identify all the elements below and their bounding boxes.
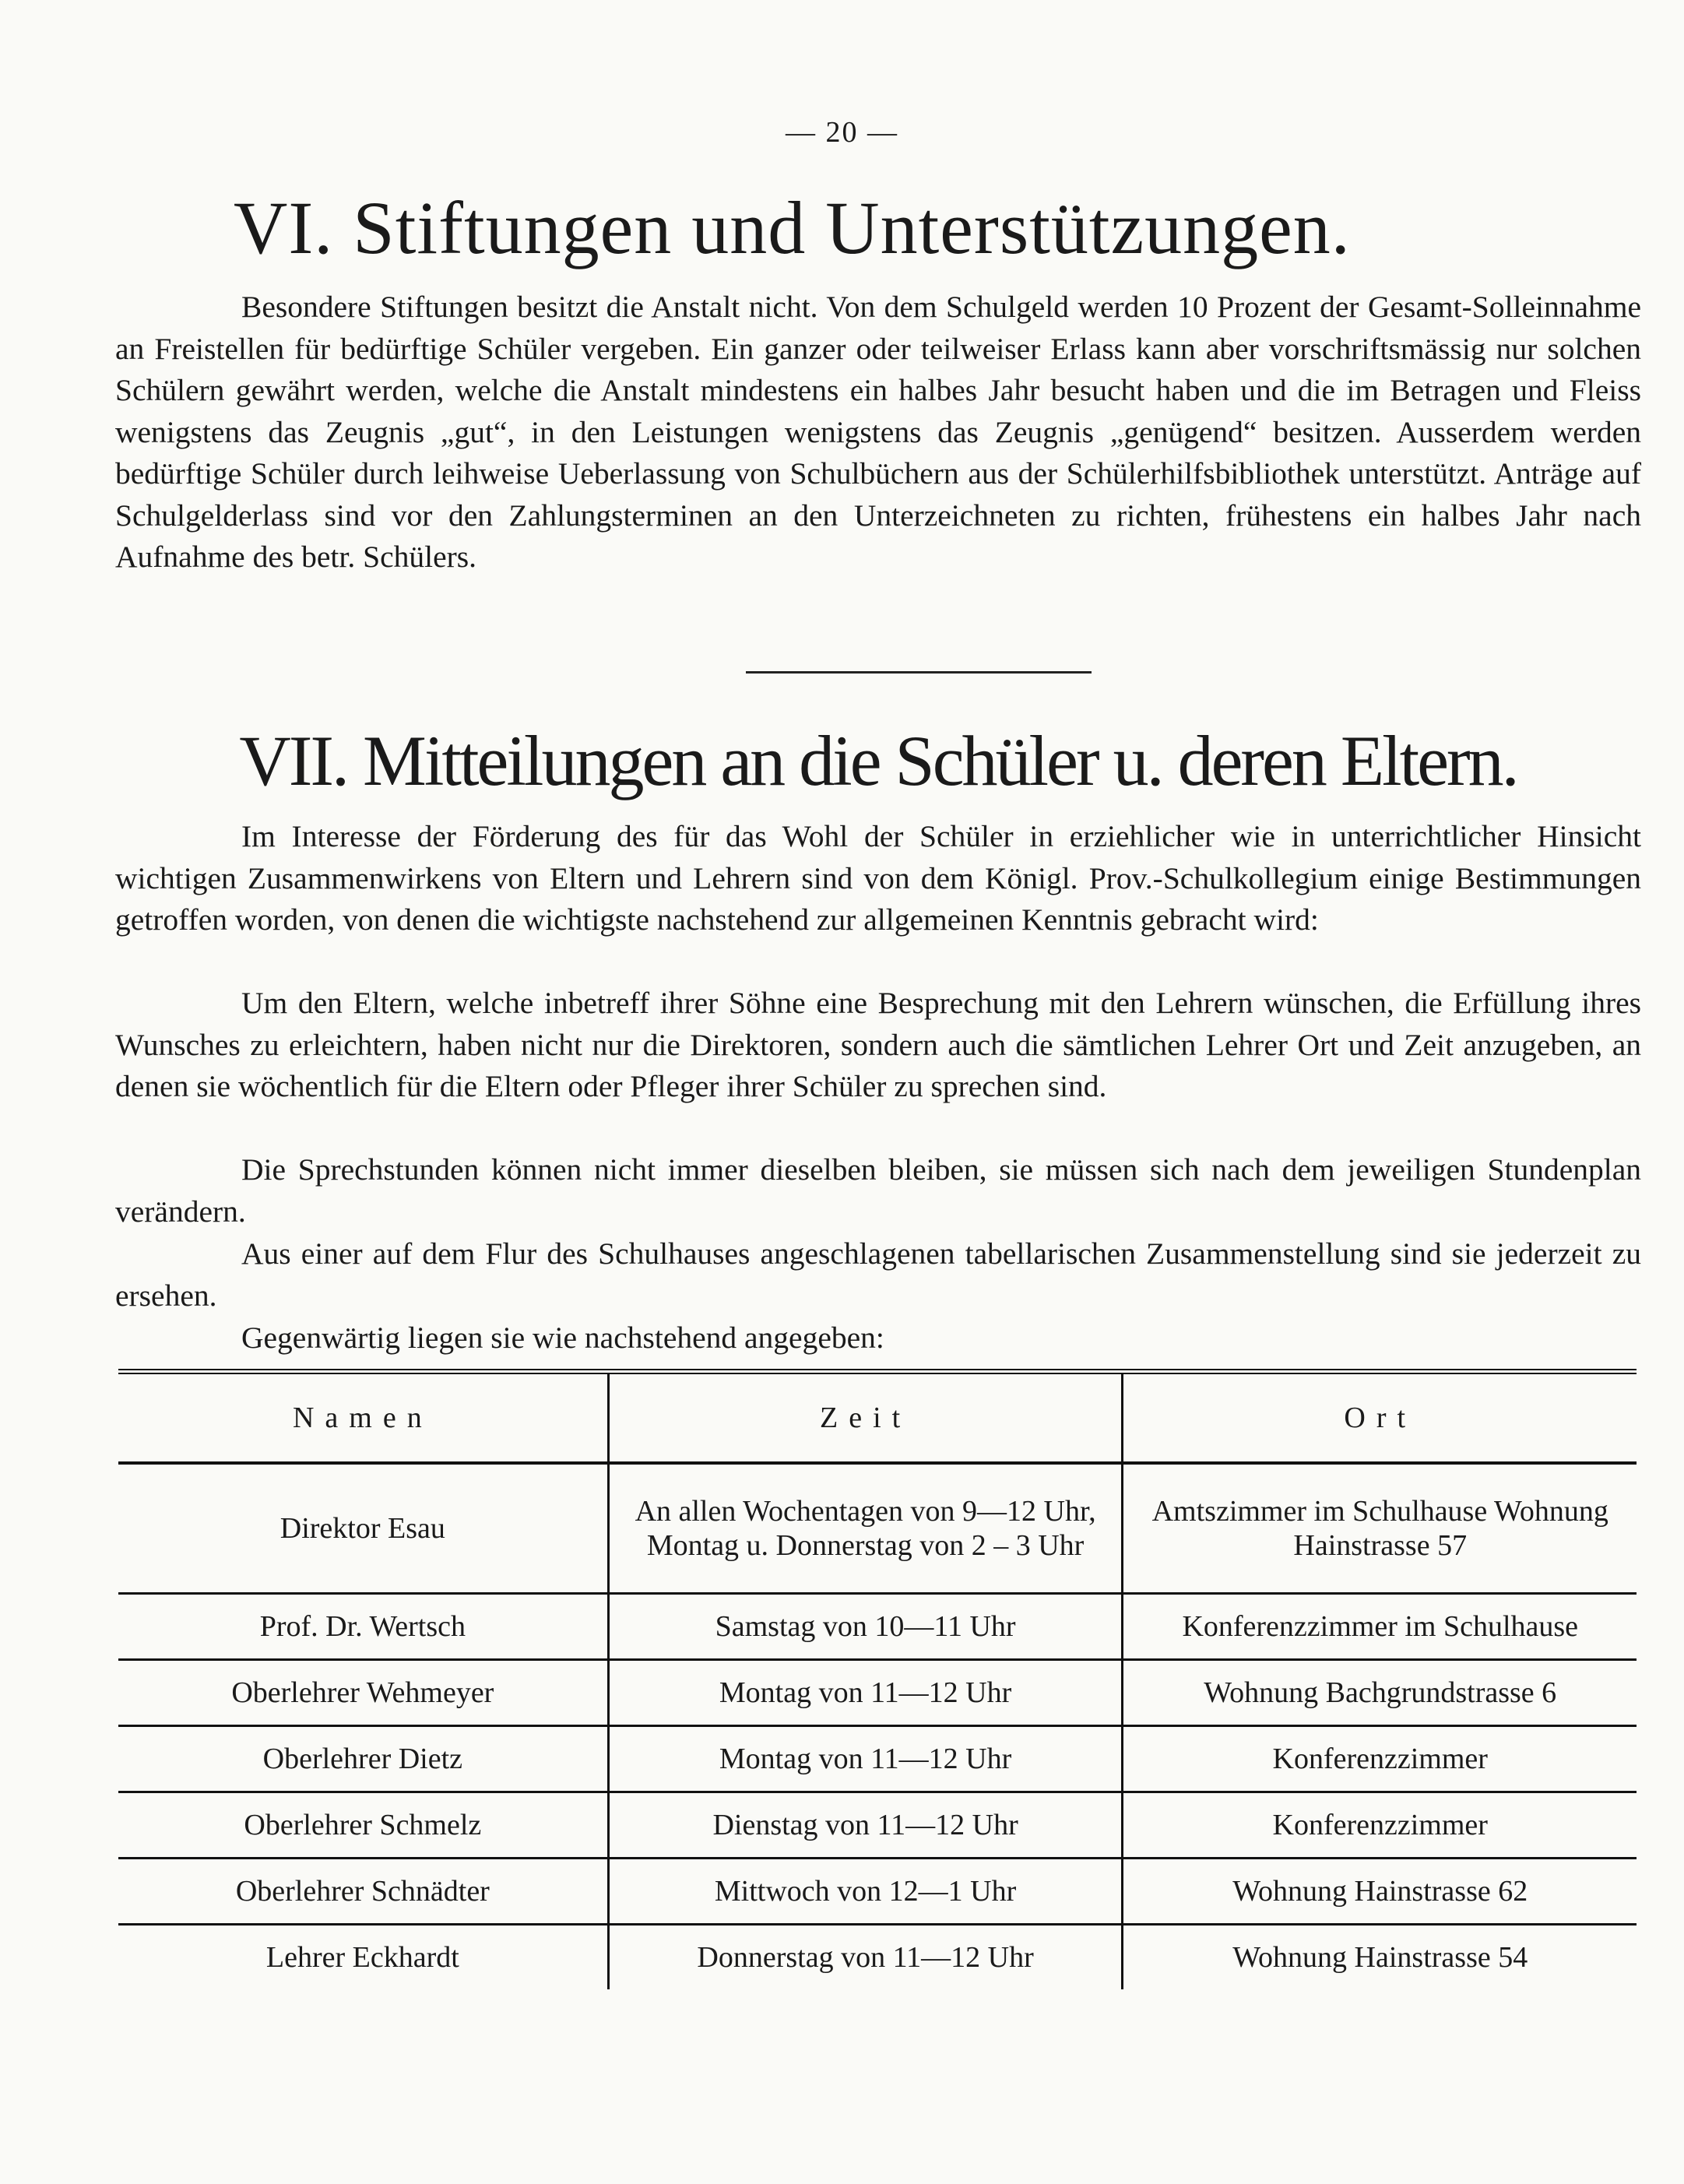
- table-row: [118, 1726, 1637, 1792]
- office-hours-table: [118, 1369, 1637, 1989]
- table-row: [118, 1792, 1637, 1859]
- cell-name: Direktor Esau: [118, 1463, 608, 1594]
- section-7-paragraph-2: Um den Eltern, welche inbetreff ihrer Söhne eine Besprechung mit den Lehrern wünschen, die Erfüllung ihres Wunsches zu erleichtern, haben nicht nur die Direktoren, sondern auch die sämtlichen Lehrer Ort und Zeit anzugeben, an denen sie wöchentlich für die Eltern oder Pfleger ihrer Schüler zu sprechen sind.: [115, 986, 1641, 1103]
- cell-ort: Amtszimmer im Schulhause Wohnung Hainstrasse 57: [1123, 1463, 1637, 1594]
- table-row: [118, 1463, 1637, 1594]
- page-number: — 20 —: [786, 116, 898, 149]
- table-row: [118, 1594, 1637, 1660]
- cell-name: Oberlehrer Dietz: [118, 1726, 608, 1792]
- cell-ort: Wohnung Hainstrasse 54: [1232, 1941, 1528, 1974]
- header-namen: Namen: [118, 1372, 608, 1464]
- section-7-paragraph-3: Die Sprechstunden können nicht immer dieselben bleiben, sie müssen sich nach dem jeweiligen Stundenplan verändern.: [115, 1152, 1641, 1229]
- section-6-paragraph: Besondere Stiftungen besitzt die Anstalt nicht. Von dem Schulgeld werden 10 Prozent der Gesamt-Solleinnahme an Freistellen für bedürftige Schüler vergeben. Ein ganzer oder teilweiser Erlass kann aber vorschriftsmässig nur solchen Schülern gewährt werden, welche die Anstalt mindestens ein halbes Jahr besucht haben und die im Betragen und Fleiss wenigstens das Zeugnis „gut“, in den Leistungen wenigstens das Zeugnis „genügend“ besitzen. Ausserdem werden bedürftige Schüler durch leihweise Ueberlassung von Schulbüchern aus der Schülerhilfsbibliothek unterstützt. Anträge auf Schulgelderlass sind vor den Zahlungsterminen an den Unterzeichneten zu richten, frühestens ein halbes Jahr nach Aufnahme des betr. Schülers.: [115, 290, 1641, 574]
- cell-zeit: Mittwoch von 12—1 Uhr: [608, 1859, 1123, 1925]
- cell-zeit: Montag von 11—12 Uhr: [608, 1726, 1123, 1792]
- section-divider: [746, 671, 1092, 673]
- cell-zeit: Samstag von 10—11 Uhr: [608, 1594, 1123, 1660]
- section-6-heading: VI. Stiftungen und Unterstützungen.: [234, 186, 1351, 269]
- cell-zeit: Donnerstag von 11—12 Uhr: [608, 1925, 1123, 1990]
- cell-name: Oberlehrer Schmelz: [118, 1792, 608, 1859]
- section-7-paragraph-5: Gegenwärtig liegen sie wie nachstehend angegeben:: [241, 1321, 884, 1355]
- cell-ort: Wohnung Bachgrundstrasse 6: [1123, 1660, 1637, 1726]
- cell-zeit: Dienstag von 11—12 Uhr: [608, 1792, 1123, 1859]
- table-row: [118, 1660, 1637, 1726]
- table-row: [118, 1859, 1637, 1925]
- header-zeit: Zeit: [608, 1372, 1123, 1464]
- cell-name: Prof. Dr. Wertsch: [118, 1594, 608, 1660]
- section-7-paragraph-4: Aus einer auf dem Flur des Schulhauses angeschlagenen tabellarischen Zusammenstellung sind sie jederzeit zu ersehen.: [115, 1236, 1641, 1313]
- cell-zeit: An allen Wochentagen von 9—12 Uhr, Montag u. Donnerstag von 2 – 3 Uhr: [608, 1463, 1123, 1594]
- cell-ort: Konferenzzimmer im Schulhause: [1123, 1594, 1637, 1660]
- cell-ort: Konferenzzimmer: [1123, 1726, 1637, 1792]
- header-ort: Ort: [1123, 1372, 1637, 1464]
- section-7-paragraph-1: Im Interesse der Förderung des für das Wohl der Schüler in erziehlicher wie in unterrichtlicher Hinsicht wichtigen Zusammenwirkens von Eltern und Lehrern sind von dem Königl. Prov.-Schulkollegium einige Bestimmungen getroffen worden, von denen die wichtigste nachstehend zur allgemeinen Kenntnis gebracht wird:: [115, 819, 1641, 937]
- cell-ort: Wohnung Hainstrasse 62: [1123, 1859, 1637, 1925]
- cell-name: Oberlehrer Schnädter: [118, 1859, 608, 1925]
- cell-name: Lehrer Eckhardt: [118, 1925, 608, 1990]
- cell-ort: Konferenzzimmer: [1123, 1792, 1637, 1859]
- table-header-row: [118, 1372, 1637, 1464]
- section-7-heading: VII. Mitteilungen an die Schüler u. deren Eltern.: [239, 721, 1517, 800]
- table-row: [118, 1925, 1637, 1990]
- cell-zeit: Montag von 11—12 Uhr: [608, 1660, 1123, 1726]
- cell-name: Oberlehrer Wehmeyer: [118, 1660, 608, 1726]
